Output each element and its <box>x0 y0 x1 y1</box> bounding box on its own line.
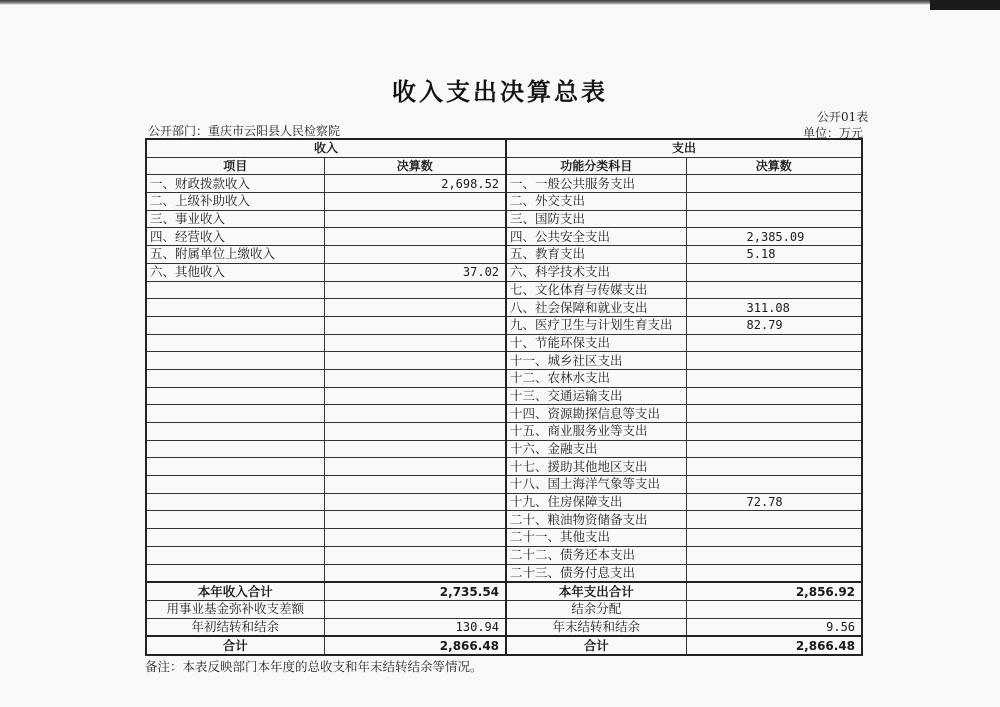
income-item-label <box>146 440 324 458</box>
scan-edge <box>0 0 1000 5</box>
income-item-label <box>146 529 324 547</box>
header-row-1 <box>146 139 862 157</box>
scan-corner-mark <box>930 0 1000 10</box>
table-row <box>146 405 862 423</box>
begin-balance-label: 年初结转和结余 <box>146 618 324 636</box>
document-title: 收入支出决算总表 <box>392 78 608 106</box>
expense-item-label: 十六、金融支出 <box>506 440 686 458</box>
income-item-label <box>146 493 324 511</box>
expense-item-label: 九、医疗卫生与计划生育支出 <box>506 316 686 334</box>
income-item-label <box>146 387 324 405</box>
income-item-label <box>146 369 324 387</box>
table-row <box>146 546 862 564</box>
income-item-label <box>146 546 324 564</box>
table-row <box>146 263 862 281</box>
expense-item-label: 七、文化体育与传媒支出 <box>506 281 686 299</box>
table-row <box>146 511 862 529</box>
table-row <box>146 369 862 387</box>
table-row <box>146 352 862 370</box>
table-row <box>146 228 862 246</box>
expense-item-label: 十九、住房保障支出 <box>506 493 686 511</box>
expense-item-label: 十一、城乡社区支出 <box>506 352 686 370</box>
income-item-value <box>324 352 506 370</box>
summary-row <box>146 618 862 636</box>
expense-item-value <box>686 511 862 529</box>
budget-table <box>145 138 863 656</box>
table-row <box>146 193 862 211</box>
expense-item-value: 311.08 <box>686 299 862 317</box>
expense-item-value <box>686 440 862 458</box>
end-balance-label: 年末结转和结余 <box>506 618 686 636</box>
income-header: 收入 <box>146 139 506 157</box>
expense-item-label: 二、外交支出 <box>506 193 686 211</box>
income-item-value <box>324 493 506 511</box>
expense-item-value <box>686 352 862 370</box>
income-item-value <box>324 458 506 476</box>
income-item-value <box>324 193 506 211</box>
header-row-2 <box>146 157 862 175</box>
table-row <box>146 246 862 264</box>
income-item-label: 六、其他收入 <box>146 263 324 281</box>
income-item-label <box>146 334 324 352</box>
income-item-value <box>324 334 506 352</box>
department-label: 公开部门：重庆市云阳县人民检察院 <box>148 124 341 138</box>
table-row <box>146 476 862 494</box>
expense-item-value <box>686 423 862 441</box>
income-item-value <box>324 405 506 423</box>
expense-item-value: 5.18 <box>686 246 862 264</box>
expense-item-label: 五、教育支出 <box>506 246 686 264</box>
income-item-label <box>146 299 324 317</box>
income-item-value <box>324 228 506 246</box>
expense-item-label: 十四、资源勘探信息等支出 <box>506 405 686 423</box>
table-row <box>146 334 862 352</box>
summary-row <box>146 636 862 655</box>
expense-item-label: 十三、交通运输支出 <box>506 387 686 405</box>
income-item-value <box>324 529 506 547</box>
income-item-label <box>146 316 324 334</box>
income-item-label: 三、事业收入 <box>146 210 324 228</box>
expense-item-value: 72.78 <box>686 493 862 511</box>
income-item-label <box>146 476 324 494</box>
income-total-label: 本年收入合计 <box>146 582 324 600</box>
expense-item-value <box>686 564 862 582</box>
grand-total-label-left: 合计 <box>146 636 324 655</box>
begin-balance-value: 130.94 <box>324 618 506 636</box>
income-total-value: 2,735.54 <box>324 582 506 600</box>
income-item-label: 一、财政拨款收入 <box>146 175 324 193</box>
distribution-value <box>686 600 862 618</box>
table-row <box>146 423 862 441</box>
expense-total-label: 本年支出合计 <box>506 582 686 600</box>
expense-item-label: 二十三、债务付息支出 <box>506 564 686 582</box>
income-item-label: 四、经营收入 <box>146 228 324 246</box>
fund-diff-value <box>324 600 506 618</box>
income-item-value <box>324 546 506 564</box>
income-item-label <box>146 352 324 370</box>
income-item-label <box>146 423 324 441</box>
income-item-value <box>324 369 506 387</box>
amount-header: 决算数 <box>324 157 506 175</box>
expense-item-label: 二十二、债务还本支出 <box>506 546 686 564</box>
income-item-value <box>324 387 506 405</box>
expense-item-value <box>686 458 862 476</box>
expense-item-value <box>686 263 862 281</box>
expense-item-value <box>686 476 862 494</box>
income-item-label <box>146 564 324 582</box>
expense-header: 支出 <box>506 139 862 157</box>
expense-item-label: 十七、援助其他地区支出 <box>506 458 686 476</box>
expense-item-label: 十二、农林水支出 <box>506 369 686 387</box>
expense-total-value: 2,856.92 <box>686 582 862 600</box>
expense-item-value <box>686 193 862 211</box>
expense-item-value <box>686 529 862 547</box>
summary-row <box>146 582 862 600</box>
footnote: 备注：本表反映部门本年度的总收支和年末结转结余等情况。 <box>145 659 483 674</box>
income-item-value <box>324 440 506 458</box>
income-item-value <box>324 476 506 494</box>
income-item-value <box>324 281 506 299</box>
income-item-label <box>146 458 324 476</box>
expense-item-label: 三、国防支出 <box>506 210 686 228</box>
expense-item-label: 八、社会保障和就业支出 <box>506 299 686 317</box>
expense-item-value <box>686 334 862 352</box>
budget-table-wrap <box>145 138 861 656</box>
distribution-label: 结余分配 <box>506 600 686 618</box>
table-row <box>146 316 862 334</box>
expense-item-value <box>686 387 862 405</box>
expense-item-label: 十八、国土海洋气象等支出 <box>506 476 686 494</box>
table-row <box>146 564 862 582</box>
expense-item-value <box>686 175 862 193</box>
grand-total-label-right: 合计 <box>506 636 686 655</box>
table-row <box>146 493 862 511</box>
income-item-value: 37.02 <box>324 263 506 281</box>
income-item-value <box>324 564 506 582</box>
income-item-label: 五、附属单位上缴收入 <box>146 246 324 264</box>
table-body <box>146 139 862 655</box>
table-row <box>146 458 862 476</box>
func-amount-header: 决算数 <box>686 157 862 175</box>
item-header: 项目 <box>146 157 324 175</box>
unit-label: 单位：万元 <box>803 126 864 140</box>
expense-item-value: 82.79 <box>686 316 862 334</box>
income-item-label: 二、上级补助收入 <box>146 193 324 211</box>
expense-item-value <box>686 369 862 387</box>
expense-item-label: 六、科学技术支出 <box>506 263 686 281</box>
income-item-value <box>324 246 506 264</box>
grand-total-value-left: 2,866.48 <box>324 636 506 655</box>
income-item-value <box>324 511 506 529</box>
expense-item-label: 十、节能环保支出 <box>506 334 686 352</box>
expense-item-value <box>686 210 862 228</box>
income-item-value <box>324 210 506 228</box>
summary-row <box>146 600 862 618</box>
income-item-value <box>324 299 506 317</box>
income-item-label <box>146 405 324 423</box>
income-item-value: 2,698.52 <box>324 175 506 193</box>
table-row <box>146 175 862 193</box>
expense-item-label: 十五、商业服务业等支出 <box>506 423 686 441</box>
income-item-value <box>324 423 506 441</box>
income-item-label <box>146 281 324 299</box>
fund-diff-label: 用事业基金弥补收支差额 <box>146 600 324 618</box>
expense-item-value: 2,385.09 <box>686 228 862 246</box>
expense-item-value <box>686 405 862 423</box>
func-item-header: 功能分类科目 <box>506 157 686 175</box>
expense-item-label: 四、公共安全支出 <box>506 228 686 246</box>
expense-item-label: 二十、粮油物资储备支出 <box>506 511 686 529</box>
income-item-label <box>146 511 324 529</box>
form-number: 公开01表 <box>817 110 869 124</box>
expense-item-label: 一、一般公共服务支出 <box>506 175 686 193</box>
income-item-value <box>324 316 506 334</box>
end-balance-value: 9.56 <box>686 618 862 636</box>
table-row <box>146 281 862 299</box>
table-row <box>146 529 862 547</box>
table-row <box>146 210 862 228</box>
expense-item-value <box>686 546 862 564</box>
expense-item-label: 二十一、其他支出 <box>506 529 686 547</box>
expense-item-value <box>686 281 862 299</box>
grand-total-value-right: 2,866.48 <box>686 636 862 655</box>
table-row <box>146 440 862 458</box>
table-row <box>146 299 862 317</box>
table-row <box>146 387 862 405</box>
